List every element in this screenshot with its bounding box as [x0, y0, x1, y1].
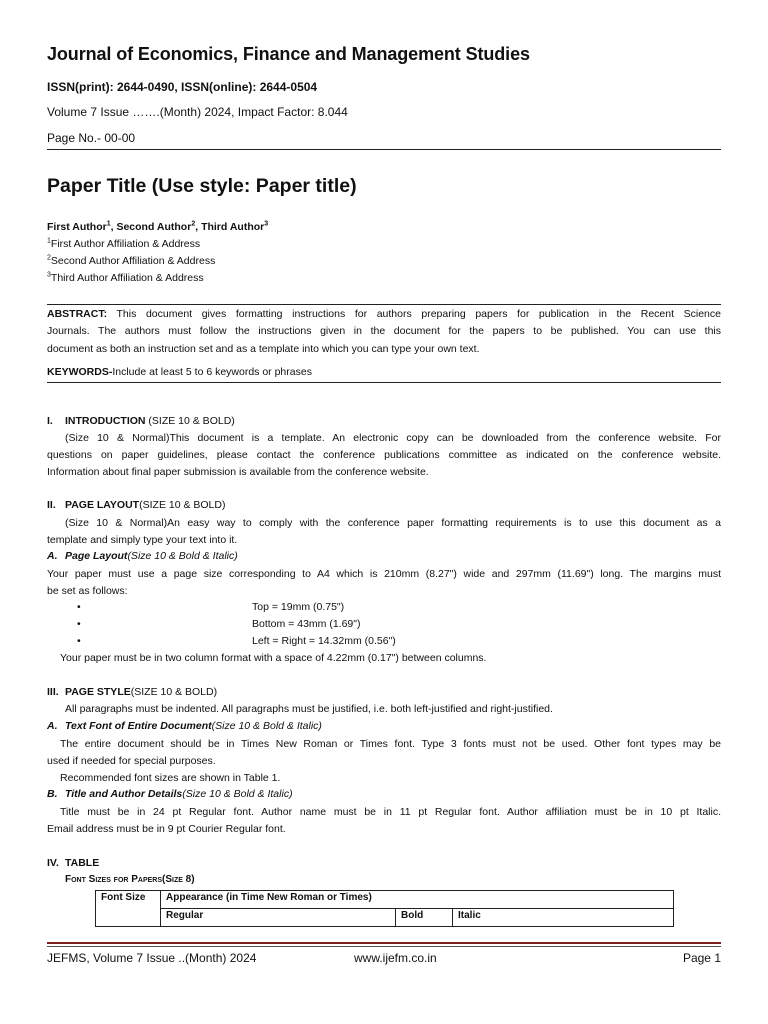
- abstract-text: This document gives formatting instructions for authors preparing papers for publication in the Recent Science: [107, 308, 721, 320]
- margin-bullet: [47, 635, 721, 652]
- body-line: be set as follows:: [47, 585, 128, 597]
- margin-bullet: [47, 618, 721, 635]
- subsection-heading-title-author: [47, 788, 293, 800]
- body-line: questions on paper guidelines, please contact the conference publications committee as indicated on the conference website.: [47, 449, 721, 461]
- author-sup: 2: [191, 220, 196, 228]
- affiliation-sup: 1: [47, 237, 51, 245]
- table-row: [96, 909, 674, 927]
- author-name: Second Author: [116, 221, 192, 233]
- issn-line: ISSN(print): 2644-0490, ISSN(online): 2644-0504: [47, 80, 318, 94]
- section-number: IV.: [47, 857, 59, 869]
- bullet-text: Bottom = 43mm (1.69"): [252, 618, 361, 630]
- subsection-number: A.: [47, 720, 58, 732]
- author-sep: ,: [110, 221, 117, 233]
- footer-divider: [47, 942, 721, 944]
- section-title: PAGE STYLE: [65, 686, 131, 698]
- affiliation-text: First Author Affiliation & Address: [50, 238, 201, 250]
- abstract-bottom-divider: [47, 382, 721, 383]
- subsection-title: Text Font of Entire Document: [65, 720, 212, 732]
- bullet-icon: •: [77, 601, 81, 613]
- bullet-text: Left = Right = 14.32mm (0.56"): [252, 635, 396, 647]
- body-line: Recommended font sizes are shown in Table 1.: [60, 772, 281, 784]
- bullet-icon: •: [77, 635, 81, 647]
- subsection-note: (Size 10 & Bold & Italic): [127, 550, 238, 562]
- subsection-heading-page-layout: [47, 550, 238, 562]
- subsection-title: Title and Author Details: [65, 788, 183, 800]
- margin-bullet: [47, 601, 721, 618]
- subsection-note: (Size 10 & Bold & Italic): [211, 720, 322, 732]
- subsection-title: Page Layout: [65, 550, 128, 562]
- paper-page: [47, 0, 721, 1024]
- section-heading-introduction: [47, 415, 235, 427]
- author-list: [47, 221, 268, 233]
- keywords-text: Include at least 5 to 6 keywords or phrases: [112, 366, 312, 378]
- section-note: (SIZE 10 & BOLD): [139, 499, 226, 511]
- bullet-icon: •: [77, 618, 81, 630]
- bullet-text: Top = 19mm (0.75"): [252, 601, 345, 613]
- abstract-line: [47, 306, 721, 324]
- section-number: II.: [47, 499, 56, 511]
- author-sup: 1: [106, 220, 111, 228]
- section-note: (SIZE 10 & BOLD): [130, 686, 218, 698]
- journal-title: Journal of Economics, Finance and Management Studies: [47, 44, 530, 64]
- subsection-heading-text-font: [47, 720, 322, 732]
- author-sup: 3: [264, 220, 269, 228]
- body-line: Your paper must be in two column format with a space of 4.22mm (0.17") between columns.: [60, 652, 487, 664]
- table-caption: Font Sizes for Papers(Size 8): [65, 874, 195, 885]
- font-size-table: [95, 890, 674, 927]
- keywords-label: KEYWORDS-: [47, 366, 113, 378]
- body-line: (Size 10 & Normal)An easy way to comply with the conference paper formatting requirements is to use this document as a: [65, 517, 721, 529]
- abstract-line: document as both an instruction set and as a template into which you can type your own text.: [47, 343, 480, 355]
- table-header-font-size: Font Size: [96, 891, 161, 927]
- body-line: The entire document should be in Times New Roman or Times font. Type 3 fonts must not be used. Other font types may be: [60, 738, 721, 750]
- body-line: Title must be in 24 pt Regular font. Author name must be in 11 pt Regular font. Author affiliation must be in 10 pt Italic.: [60, 806, 721, 818]
- affiliation-text: Second Author Affiliation & Address: [50, 255, 216, 267]
- table-row: [96, 891, 674, 909]
- subsection-number: B.: [47, 788, 58, 800]
- footer-website: www.ijefm.co.in: [354, 951, 437, 965]
- section-number: I.: [47, 415, 53, 427]
- body-line: template and simply type your text into it.: [47, 534, 238, 546]
- paper-title: Paper Title (Use style: Paper title): [47, 175, 357, 197]
- affiliation-sup: 2: [47, 254, 51, 262]
- footer-divider-thin: [47, 946, 721, 947]
- body-line: Email address must be in 9 pt Courier Regular font.: [47, 823, 286, 835]
- page-number-range: Page No.- 00-00: [47, 131, 136, 145]
- volume-line: Volume 7 Issue …….(Month) 2024, Impact Factor: 8.044: [47, 105, 348, 119]
- body-line: used if needed for special purposes.: [47, 755, 216, 767]
- section-title: INTRODUCTION: [65, 415, 146, 427]
- subsection-note: (Size 10 & Bold & Italic): [182, 788, 293, 800]
- section-heading-table: [47, 857, 99, 869]
- footer-journal-info: JEFMS, Volume 7 Issue ..(Month) 2024: [47, 951, 257, 965]
- table-header-bold: Bold: [396, 909, 453, 927]
- section-heading-page-layout: [47, 499, 225, 511]
- author-name: First Author: [47, 221, 107, 233]
- table-header-regular: Regular: [161, 909, 396, 927]
- table-header-italic: Italic: [453, 909, 674, 927]
- abstract-line: Journals. The authors must follow the instructions given in the document for the papers to be published. You can use this: [47, 325, 721, 337]
- affiliation-line: [47, 272, 204, 284]
- body-line: All paragraphs must be indented. All paragraphs must be justified, i.e. both left-justified and right-justified.: [65, 703, 553, 715]
- affiliation-sup: 3: [47, 271, 51, 279]
- affiliation-text: Third Author Affiliation & Address: [50, 272, 204, 284]
- section-number: III.: [47, 686, 59, 698]
- section-title: PAGE LAYOUT: [65, 499, 140, 511]
- affiliation-line: [47, 255, 215, 267]
- keywords-line: [47, 366, 312, 378]
- body-line: Information about final paper submission is available from the conference website.: [47, 466, 429, 478]
- author-sep: ,: [195, 221, 202, 233]
- section-note: (SIZE 10 & BOLD): [145, 415, 235, 427]
- section-title: TABLE: [65, 857, 100, 869]
- section-heading-page-style: [47, 686, 217, 698]
- body-line: Your paper must use a page size corresponding to A4 which is 210mm (8.27") wide and 297mm (11.69") long. The margins must: [47, 568, 721, 580]
- subsection-number: A.: [47, 550, 58, 562]
- abstract-top-divider: [47, 304, 721, 305]
- abstract-label: ABSTRACT:: [47, 308, 108, 320]
- footer-page-number: Page 1: [682, 951, 721, 965]
- affiliation-line: [47, 238, 200, 250]
- body-line: (Size 10 & Normal)This document is a template. An electronic copy can be downloaded from the conference website. For: [65, 432, 721, 444]
- header-divider: [47, 149, 721, 150]
- author-name: Third Author: [201, 221, 265, 233]
- table-header-appearance: Appearance (in Time New Roman or Times): [161, 891, 674, 909]
